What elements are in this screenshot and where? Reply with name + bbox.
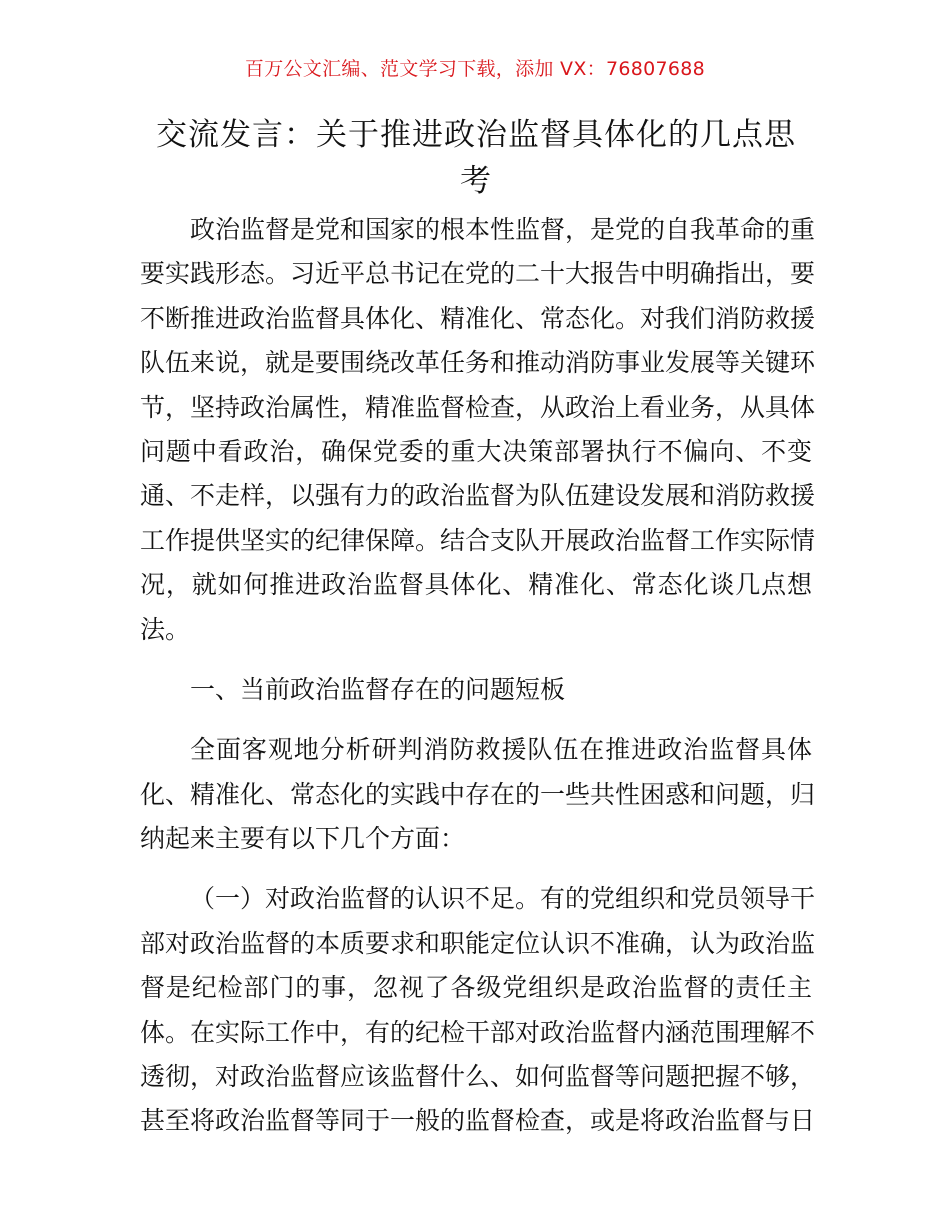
paragraph-point-1 <box>140 877 816 1143</box>
text-line: 政治监督是党和国家的根本性监督，是党的自我革命的重 <box>190 215 816 244</box>
text-line: 要实践形态。习近平总书记在党的二十大报告中明确指出，要 <box>140 259 816 289</box>
title-line: 交流发言：关于推进政治监督具体化的几点思 <box>156 117 796 153</box>
text-line: 督是纪检部门的事，忽视了各级党组织是政治监督的责任主 <box>140 973 812 1003</box>
text-line: 通、不走样，以强有力的政治监督为队伍建设发展和消防救援 <box>140 481 816 511</box>
paragraph-overview <box>140 728 816 861</box>
text-line: 工作提供坚实的纪律保障。结合支队开展政治监督工作实际情 <box>140 525 816 555</box>
section-heading-1 <box>140 668 812 712</box>
title-line: 考 <box>460 163 492 199</box>
text-line: 全面客观地分析研判消防救援队伍在推进政治监督具体 <box>190 735 812 765</box>
text-line: （一）对政治监督的认识不足。有的党组织和党员领导干 <box>190 884 816 914</box>
text-line: 甚至将政治监督等同于一般的监督检查，或是将政治监督与日 <box>140 1106 816 1136</box>
document-body <box>140 208 816 1160</box>
heading-line: 一、当前政治监督存在的问题短板 <box>190 674 566 704</box>
text-line: 不断推进政治监督具体化、精准化、常态化。对我们消防救援 <box>140 303 816 333</box>
text-line: 体。在实际工作中，有的纪检干部对政治监督内涵范围理解不 <box>140 1017 816 1047</box>
text-line: 法。 <box>140 614 191 644</box>
download-watermark-note: 百万公文汇编、范文学习下载，添加 VX：76807688 <box>244 58 706 80</box>
text-line: 队伍来说，就是要围绕改革任务和推动消防事业发展等关键环 <box>140 348 816 378</box>
text-line: 问题中看政治，确保党委的重大决策部署执行不偏向、不变 <box>140 436 812 466</box>
document-title <box>140 112 812 204</box>
paragraph-intro <box>140 208 816 652</box>
text-line: 纳起来主要有以下几个方面： <box>140 824 466 854</box>
text-line: 部对政治监督的本质要求和职能定位认识不准确，认为政治监 <box>140 928 816 958</box>
text-line: 化、精准化、常态化的实践中存在的一些共性困惑和问题，归 <box>140 779 816 809</box>
text-line: 节，坚持政治属性，精准监督检查，从政治上看业务，从具体 <box>140 392 816 422</box>
text-line: 况，就如何推进政治监督具体化、精准化、常态化谈几点想 <box>140 570 812 600</box>
text-line: 透彻，对政治监督应该监督什么、如何监督等问题把握不够， <box>140 1062 816 1092</box>
